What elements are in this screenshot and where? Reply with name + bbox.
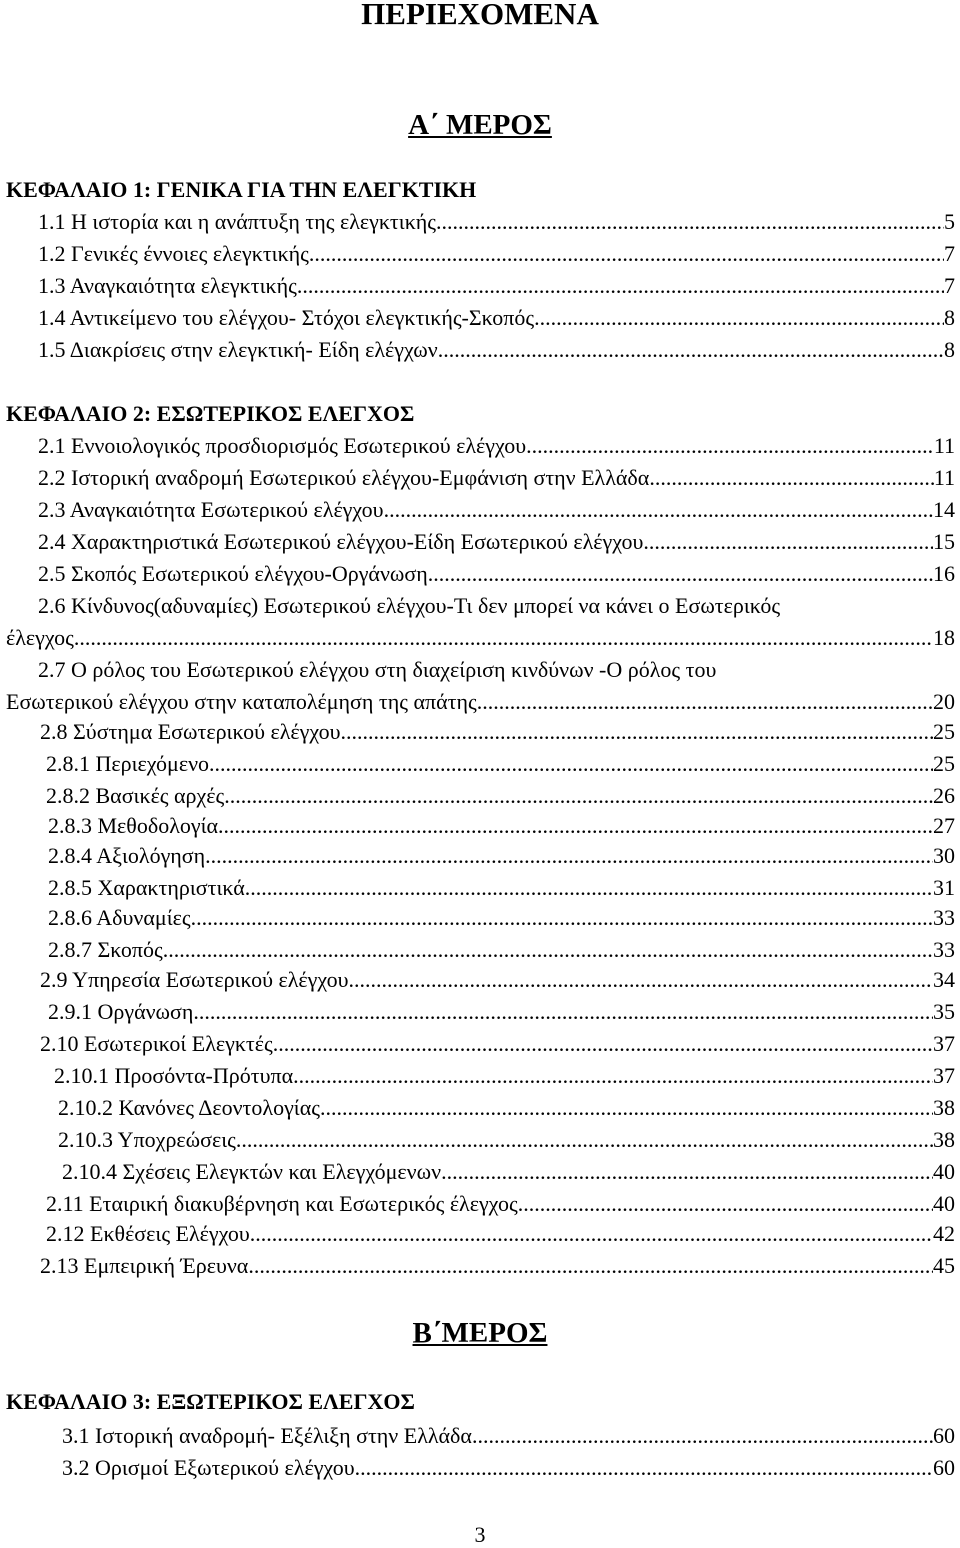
entry-page: 15	[933, 529, 955, 554]
dot-leader	[518, 1190, 933, 1218]
dot-leader	[245, 874, 933, 902]
entry-title: 3.2 Ορισμοί Εξωτερικού ελέγχου	[62, 1455, 355, 1480]
entry-title: 2.1 Εννοιολογικός προσδιορισμός Εσωτερικού ελέγχου	[38, 433, 527, 458]
toc-entry-2-5[interactable]	[38, 560, 955, 588]
dot-leader	[441, 1158, 933, 1186]
entry-title: 1.3 Αναγκαιότητα ελεγκτικής	[38, 273, 297, 298]
dot-leader	[293, 1062, 933, 1090]
dot-leader	[309, 240, 944, 268]
dot-leader	[436, 208, 944, 236]
entry-title: 1.4 Αντικείμενο του ελέγχου- Στόχοι ελεγκτικής-Σκοπός	[38, 305, 535, 330]
toc-entry-2-8-3[interactable]	[48, 812, 955, 840]
entry-page: 25	[933, 719, 955, 744]
entry-title: 2.11 Εταιρική διακυβέρνηση και Εσωτερικός έλεγχος	[46, 1191, 518, 1216]
entry-title: 2.4 Χαρακτηριστικά Εσωτερικού ελέγχου-Είδη Εσωτερικού ελέγχου	[38, 529, 644, 554]
entry-page: 33	[933, 937, 955, 962]
entry-title: 2.8 Σύστημα Εσωτερικού ελέγχου	[40, 719, 341, 744]
dot-leader	[193, 998, 933, 1026]
toc-entry-2-8-7[interactable]	[48, 936, 955, 964]
entry-page: 34	[933, 967, 955, 992]
entry-title: 2.8.6 Αδυναμίες	[48, 905, 191, 930]
dot-leader	[341, 718, 933, 746]
toc-entry-2-10[interactable]	[40, 1030, 955, 1058]
toc-entry-2-8-1[interactable]	[46, 750, 955, 778]
entry-title: 1.1 Η ιστορία και η ανάπτυξη της ελεγκτικής	[38, 209, 436, 234]
part-b-heading: Β΄ΜΕΡΟΣ	[412, 1317, 548, 1349]
entry-page: 60	[933, 1455, 955, 1480]
entry-title: 1.5 Διακρίσεις στην ελεγκτική- Είδη ελέγχων	[38, 337, 438, 362]
dot-leader	[320, 1094, 933, 1122]
toc-entry-2-6-line1[interactable]: 2.6 Κίνδυνος(αδυναμίες) Εσωτερικού ελέγχου-Τι δεν μπορεί να κάνει ο Εσωτερικός	[38, 593, 781, 618]
dot-leader	[236, 1126, 933, 1154]
dot-leader	[205, 842, 933, 870]
entry-page: 30	[933, 843, 955, 868]
entry-title: 2.5 Σκοπός Εσωτερικού ελέγχου-Οργάνωση	[38, 561, 428, 586]
entry-page: 42	[933, 1221, 955, 1246]
toc-entry-2-10-3[interactable]	[58, 1126, 955, 1154]
entry-page: 27	[933, 813, 955, 838]
dot-leader	[534, 304, 944, 332]
entry-title: 2.10.2 Κανόνες Δεοντολογίας	[58, 1095, 320, 1120]
dot-leader	[224, 782, 933, 810]
dot-leader	[218, 812, 933, 840]
toc-entry-2-11[interactable]	[46, 1190, 955, 1218]
toc-entry-2-10-1[interactable]	[54, 1062, 955, 1090]
dot-leader	[384, 496, 933, 524]
toc-entry-2-8-2[interactable]	[46, 782, 955, 810]
entry-page: 60	[933, 1423, 955, 1448]
entry-title: 2.8.2 Βασικές αρχές	[46, 783, 225, 808]
dot-leader	[209, 750, 933, 778]
toc-entry-2-10-2[interactable]	[58, 1094, 955, 1122]
entry-title: 2.8.5 Χαρακτηριστικά	[48, 875, 245, 900]
entry-page: 16	[933, 561, 955, 586]
entry-title: 2.10.4 Σχέσεις Ελεγκτών και Ελεγχόμενων	[62, 1159, 442, 1184]
chapter-3-heading: ΚΕΦΑΛΑΙΟ 3: ΕΞΩΤΕΡΙΚΟΣ ΕΛΕΓΧΟΣ	[6, 1389, 415, 1414]
entry-page: 7	[944, 273, 955, 298]
entry-title: 2.10.3 Υποχρεώσεις	[58, 1127, 236, 1152]
entry-title: 2.8.4 Αξιολόγηση	[48, 843, 206, 868]
dot-leader	[163, 936, 933, 964]
dot-leader	[472, 1422, 933, 1450]
toc-entry-3-1[interactable]	[62, 1422, 955, 1450]
entry-page: 25	[933, 751, 955, 776]
dot-leader	[349, 966, 934, 994]
entry-page: 45	[933, 1253, 955, 1278]
entry-title: 2.9.1 Οργάνωση	[48, 999, 194, 1024]
dot-leader	[526, 432, 934, 460]
dot-leader	[438, 336, 944, 364]
toc-entry-1-3[interactable]	[38, 272, 955, 300]
dot-leader	[428, 560, 933, 588]
entry-title: 2.12 Εκθέσεις Ελέγχου	[46, 1221, 250, 1246]
entry-page: 38	[933, 1127, 955, 1152]
toc-entry-2-8[interactable]	[40, 718, 955, 746]
entry-title: 2.2 Ιστορική αναδρομή Εσωτερικού ελέγχου-Εμφάνιση στην Ελλάδα	[38, 465, 650, 490]
toc-entry-1-2[interactable]	[38, 240, 955, 268]
toc-entry-2-6-line2[interactable]	[6, 624, 955, 652]
toc-entry-2-10-4[interactable]	[62, 1158, 955, 1186]
toc-entry-2-4[interactable]	[38, 528, 955, 556]
toc-entry-2-8-5[interactable]	[48, 874, 955, 902]
dot-leader	[250, 1220, 933, 1248]
entry-title: 2.9 Υπηρεσία Εσωτερικού ελέγχου	[40, 967, 349, 992]
page-title: ΠΕΡΙΕΧΟΜΕΝΑ	[361, 0, 599, 31]
toc-entry-2-8-4[interactable]	[48, 842, 955, 870]
entry-page: 26	[933, 783, 955, 808]
toc-entry-2-9[interactable]	[40, 966, 955, 994]
toc-entry-2-9-1[interactable]	[48, 998, 955, 1026]
dot-leader	[649, 464, 934, 492]
toc-entry-1-1[interactable]	[38, 208, 955, 236]
dot-leader	[297, 272, 944, 300]
toc-entry-2-7-line2[interactable]	[6, 688, 955, 716]
entry-title: 2.8.7 Σκοπός	[48, 937, 163, 962]
page-number: 3	[474, 1522, 486, 1547]
entry-page: 5	[944, 209, 955, 234]
toc-entry-2-3[interactable]	[38, 496, 955, 524]
entry-title: έλεγχος	[6, 625, 74, 650]
dot-leader	[643, 528, 933, 556]
chapter-2-heading: ΚΕΦΑΛΑΙΟ 2: ΕΣΩΤΕΡΙΚΟΣ ΕΛΕΓΧΟΣ	[6, 401, 415, 426]
entry-title: 2.10 Εσωτερικοί Ελεγκτές	[40, 1031, 273, 1056]
dot-leader	[191, 904, 933, 932]
entry-page: 31	[933, 875, 955, 900]
entry-title: 2.10.1 Προσόντα-Πρότυπα	[54, 1063, 294, 1088]
entry-page: 40	[933, 1191, 955, 1216]
dot-leader	[477, 688, 933, 716]
entry-page: 8	[944, 305, 955, 330]
part-a-heading: Α΄ ΜΕΡΟΣ	[408, 109, 552, 141]
entry-page: 37	[933, 1063, 955, 1088]
entry-title: 2.3 Αναγκαιότητα Εσωτερικού ελέγχου	[38, 497, 384, 522]
toc-entry-2-8-6[interactable]	[48, 904, 955, 932]
entry-page: 38	[933, 1095, 955, 1120]
entry-page: 33	[933, 905, 955, 930]
entry-page: 14	[933, 497, 955, 522]
entry-title: 2.8.3 Μεθοδολογία	[48, 813, 219, 838]
entry-page: 40	[933, 1159, 955, 1184]
toc-entry-2-7-line1[interactable]: 2.7 Ο ρόλος του Εσωτερικού ελέγχου στη διαχείριση κινδύνων -Ο ρόλος του	[38, 657, 717, 682]
entry-page: 35	[933, 999, 955, 1024]
chapter-1-heading: ΚΕΦΑΛΑΙΟ 1: ΓΕΝΙΚΑ ΓΙΑ ΤΗΝ ΕΛΕΓΚΤΙΚΗ	[6, 177, 477, 202]
dot-leader	[273, 1030, 933, 1058]
entry-title: Εσωτερικού ελέγχου στην καταπολέμηση της απάτης	[6, 689, 477, 714]
entry-page: 37	[933, 1031, 955, 1056]
entry-page: 8	[944, 337, 955, 362]
entry-page: 18	[933, 625, 955, 650]
dot-leader	[355, 1454, 933, 1482]
dot-leader	[74, 624, 933, 652]
entry-title: 2.8.1 Περιεχόμενο	[46, 751, 210, 776]
toc-entry-2-12[interactable]	[46, 1220, 955, 1248]
entry-page: 11	[933, 465, 955, 490]
entry-title: 1.2 Γενικές έννοιες ελεγκτικής	[38, 241, 309, 266]
toc-entry-3-2[interactable]	[62, 1454, 955, 1482]
entry-page: 7	[944, 241, 955, 266]
toc-entry-2-13[interactable]	[40, 1252, 955, 1280]
toc-entry-2-2[interactable]	[38, 464, 955, 492]
toc-entry-1-5[interactable]	[38, 336, 955, 364]
entry-title: 2.13 Εμπειρική Έρευνα	[40, 1253, 249, 1278]
entry-page: 20	[933, 689, 955, 714]
toc-entry-1-4[interactable]	[38, 304, 955, 332]
toc-entry-2-1[interactable]	[38, 432, 955, 460]
entry-title: 3.1 Ιστορική αναδρομή- Εξέλιξη στην Ελλάδα	[62, 1423, 472, 1448]
entry-page: 11	[933, 433, 955, 458]
dot-leader	[248, 1252, 933, 1280]
